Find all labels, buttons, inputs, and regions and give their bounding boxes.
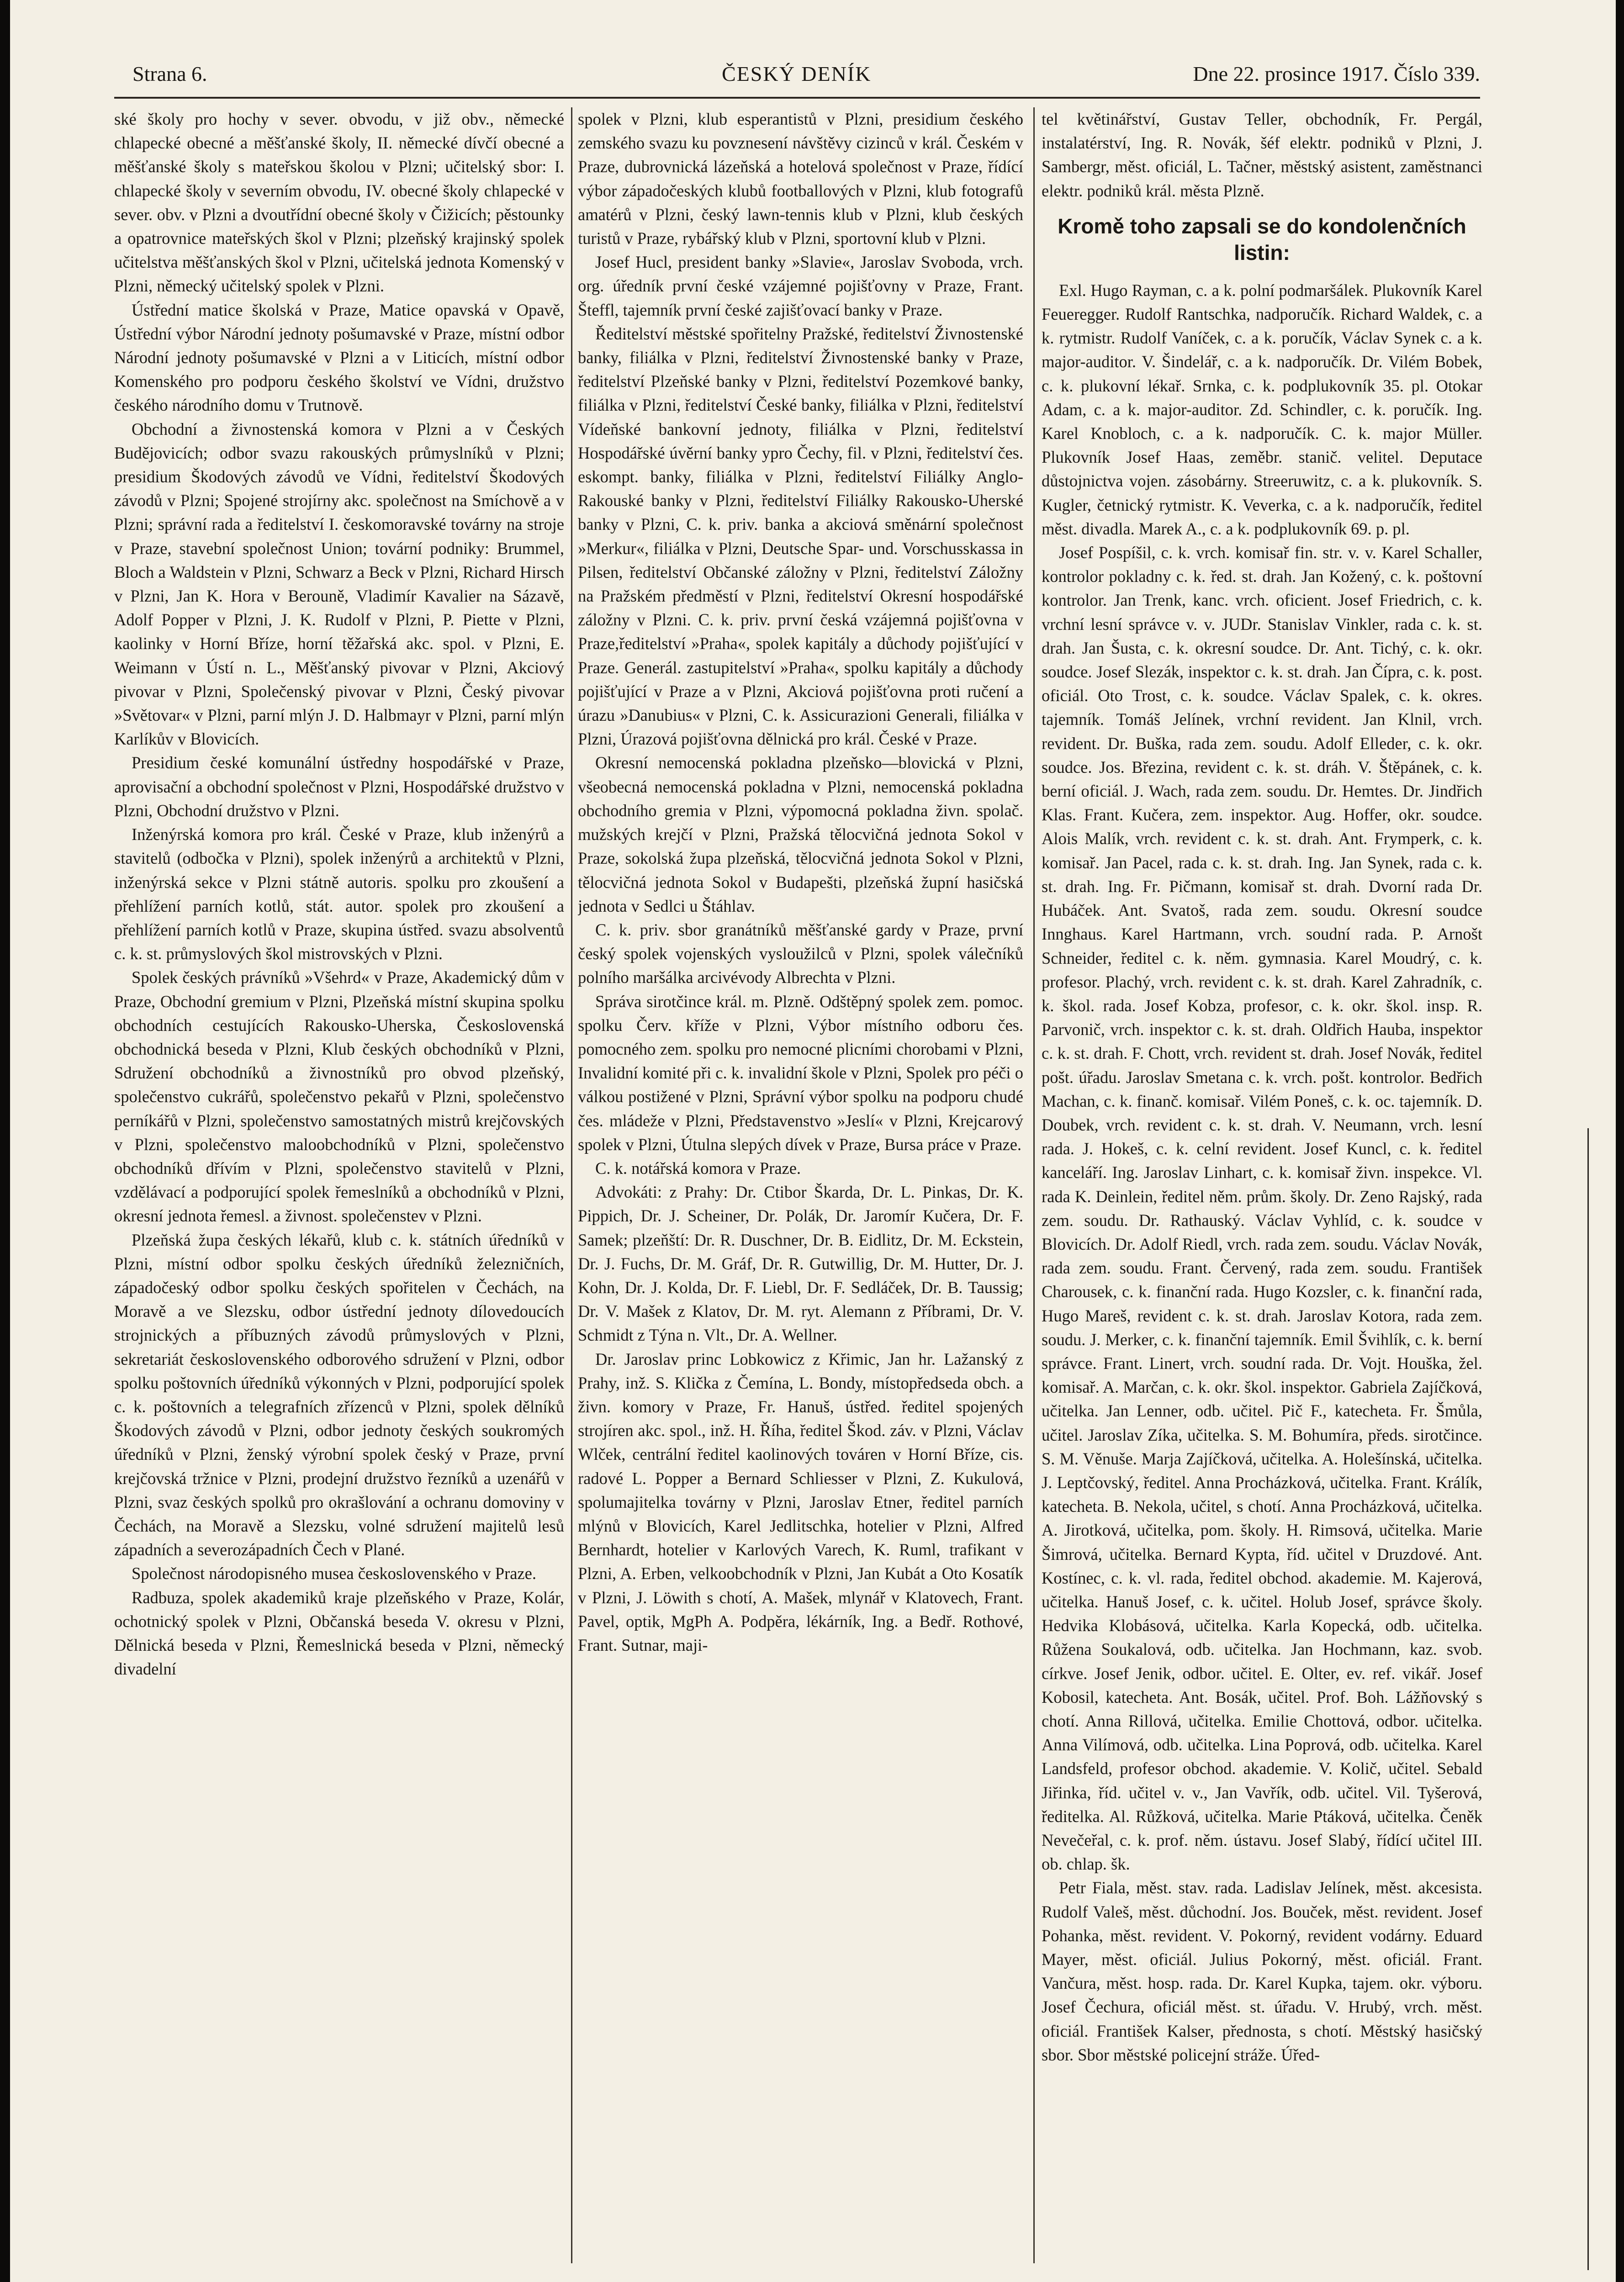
text-column-1 <box>114 107 564 2268</box>
column-divider <box>1033 107 1035 2263</box>
article-paragraph: Petr Fiala, měst. stav. rada. Ladislav Jelínek, měst. akcesista. Rudolf Valeš, měst. důchodní. Jos. Bouček, měst. revident. Josef Pohanka, měst. revident. V. Pokorný, revident vodárny. Eduard Mayer, měst. oficiál. Julius Pokorný, měst. oficiál. Frant. Vančura, měst. hosp. rada. Dr. Karel Kupka, tajem. okr. výboru. Josef Čechura, oficiál měst. st. úřadu. V. Hrubý, vrch. měst. oficiál. František Kalser, přednosta, s chotí. Městský hasičský sbor. Sbor městské policejní stráže. Úřed- <box>1042 1878 1482 2064</box>
article-paragraph: C. k. notářská komora v Praze. <box>595 1158 801 1178</box>
article-paragraph: Spolek českých právníků »Všehrd« v Praze, Akademický dům v Praze, Obchodní gremium v Plzni, Plzeňská místní skupina spolku obchodních cestujících Rakousko-Uherska, Československá obchodnická beseda v Plzni, Klub českých obchodníků v Plzni, Sdružení obchodníků a živnostníků pro obvod plzeňský, společenstvo cukrářů, společenstvo pekařů v Plzni, společenstvo perníkářů v Plzni, společenstvo samostatných mistrů krejčovských v Plzni, společenstvo maloobchodníků v Plzni, společenstvo obchodníků dřívím v Plzni, společenstvo stavitelů v Plzni, vzdělávací a podporující spolek řemeslníků a obchodníků v Plzni, okresní jednota řemesl. a živnost. společenstev v Plzni. <box>114 968 564 1226</box>
article-paragraph: spolek v Plzni, klub esperantistů v Plzni, presidium českého zemského svazu ku povznesení návštěvy cizinců v král. Českém v Praze, dubrovnická lázeňská a hotelová společnost v Praze, řídící výbor západočeských klubů footballových v Plzni, klub fotografů amatérů v Plzni, český lawn-tennis klub v Plzni, klub českých turistů v Praze, rybářský klub v Plzni, sportovní klub v Plzni. <box>578 110 1023 248</box>
issue-date-number: Dne 22. prosince 1917. Číslo 339. <box>1193 62 1480 85</box>
article-paragraph: Josef Hucl, president banky »Slavie«, Jaroslav Svoboda, vrch. org. úředník první české vzájemné pojišťovny v Praze, Frant. Šteffl, tajemník první české zajišťovací banky v Praze. <box>578 253 1023 319</box>
article-paragraph: tel květinářství, Gustav Teller, obchodník, Fr. Pergál, instalatérství, Ing. R. Novák, šéf elektr. podniků v Plzni, J. Sambergr, měst. oficiál, L. Tačner, městský asistent, zaměstnanci elektr. podniků král. města Plzně. <box>1042 110 1482 200</box>
page-number: Strana 6. <box>132 62 207 85</box>
article-paragraph: Dr. Jaroslav princ Lobkowicz z Křimic, Jan hr. Lažanský z Prahy, inž. S. Klička z Čemína, L. Bondy, místopředseda obch. a živn. komory v Praze, Fr. Hanuš, ústřed. ředitel spojených strojíren akc. spol., inž. H. Říha, ředitel Škod. záv. v Plzni, Václav Wlček, centrální ředitel kaolinových továren v Horní Bříze, cis. radové L. Popper a Bernard Schliesser v Plzni, Z. Kukulová, spolumajitelka továrny v Plzni, Jaroslav Etner, ředitel parních mlýnů v Blovicích, Karel Jedlitschka, hotelier v Plzni, Alfred Bernhardt, hotelier v Karlových Varech, K. Ruml, trafikant v Plzni, A. Erben, velkoobchodník v Plzni, Jan Kubát a Oto Kosatík v Plzni, J. Löwith s chotí, A. Mašek, mlynář v Klatovech, Frant. Pavel, optik, MgPh A. Podpěra, lékárník, Ing. a Bedř. Rothové, Frant. Sutnar, maji- <box>578 1349 1023 1654</box>
article-paragraph: Ředitelství městské spořitelny Pražské, ředitelství Živnostenské banky, filiálka v Plzni, ředitelství Živnostenské banky v Praze, ředitelství Plzeňské banky v Plzni, ředitelství Pozemkové banky, filiálka v Plzni, ředitelství České banky, filiálka v Plzni, ředitelství Vídeňské bankovní jednoty, filiálka v Plzni, ředitelství Hospodářské úvěrní banky ypro Čechy, fil. v Plzni, ředitelství čes. eskompt. banky, filiálka v Plzni, ředitelství Filiálky Anglo-Rakouské banky v Plzni, ředitelství Filiálky Rakousko-Uherské banky v Plzni, C. k. priv. banka a akciová směnární společnost »Merkur«, filiálka v Plzni, Deutsche Spar- und. Vorschusskassa in Pilsen, ředitelství Občanské záložny v Plzni, ředitelství Záložny na Pražském předměstí v Plzni, ředitelství Okresní hospodářské záložny v Plzni. C. k. priv. první česká vzájemná pojišťovna v Praze,ředitelství »Praha«, spolek kapitály a důchody pojišťující v Praze. Generál. zastupitelství »Praha«, spolku kapitály a důchody pojišťující v Praze a v Plzni, Akciová pojišťovna proti ručení a úrazu »Danubius« v Plzni, C. k. Assicurazioni Generali, filiálka v Plzni, Úrazová pojišťovna dělnická pro král. České v Praze. <box>578 324 1023 749</box>
article-paragraph: Inženýrská komora pro král. České v Praze, klub inženýrů a stavitelů (odbočka v Plzni), spolek inženýrů a architektů v Plzni, inženýrská sekce v Plzni státně autoris. spolku pro zkoušení a přehlížení parních kotlů, stát. autor. spolek pro zkoušení a přehlížení parních kotlů v Praze, skupina ústřed. svazu absolventů c. k. st. průmyslových škol mistrovských v Plzni. <box>114 825 564 963</box>
scan-right-edge <box>1616 0 1624 2282</box>
section-heading: Kromě toho zapsali se do kondolenčních listin: <box>1058 214 1466 264</box>
article-paragraph: Exl. Hugo Rayman, c. a k. polní podmaršálek. Plukovník Karel Feueregger. Rudolf Rantschka, nadporučík. Richard Waldek, c. a k. rytmistr. Rudolf Vaníček, c. a k. poručík, Václav Synek c. a k. major-auditor. V. Šindelář, c. a k. nadporučík. Dr. Vilém Bobek, c. k. plukovní lékař. Srnka, c. k. podplukovník 35. pl. Otokar Adam, c. a k. major-auditor. Zd. Schindler, c. k. poručík. Ing. Karel Knobloch, c. a k. nadporučík. C. k. major Müller. Plukovník Josef Haas, zeměbr. stanič. velitel. Deputace důstojnictva vojen. zásobárny. Streeruwitz, c. a k. plukovník. S. Kugler, četnický rytmistr. K. Veverka, c. a k. nadporučík, ředitel měst. divadla. Marek A., c. a k. podplukovník 69. p. pl. <box>1042 280 1482 538</box>
article-paragraph: Okresní nemocenská pokladna plzeňsko—blovická v Plzni, všeobecná nemocenská pokladna v Plzni, nemocenská pokladna obchodního gremia v Plzni, výpomocná pokladna živn. spolač. mužských krejčí v Plzni, Pražská tělocvičná jednota Sokol v Praze, sokolská župa plzeňská, tělocvičná jednota Sokol v Plzni, tělocvičná jednota Sokol v Budapešti, plzeňská župní hasičská jednota v Sedlci u Štáhlav. <box>578 753 1023 915</box>
article-paragraph: Ústřední matice školská v Praze, Matice opavská v Opavě, Ústřední výbor Národní jednoty pošumavské v Praze, místní odbor Národní jednoty pošumavské v Plzni a v Liticích, místní odbor Komenského pro podporu českého školství ve Vídni, družstvo českého národního domu v Trutnově. <box>114 300 564 415</box>
column-divider <box>571 107 572 2263</box>
text-column-3 <box>1042 107 1482 2268</box>
article-paragraph: C. k. priv. sbor granátníků měšťanské gardy v Praze, první český spolek vojenských vysloužilců v Plzni, spolek válečníků polního maršálka arcivévody Albrechta v Plzni. <box>578 920 1023 987</box>
article-paragraph: Josef Pospíšil, c. k. vrch. komisař fin. str. v. v. Karel Schaller, kontrolor pokladny c. k. řed. st. drah. Jan Kožený, c. k. poštovní kontrolor. Jan Trenk, kanc. vrch. oficient. Josef Friedrich, c. k. vrchní lesní správce v. v. JUDr. Stanislav Vinkler, rada c. k. st. drah. Jan Šusta, c. k. okresní soudce. Dr. Ant. Tichý, c. k. okr. soudce. Josef Slezák, inspektor c. k. st. drah. Jan Čípra, c. k. post. oficiál. Oto Trost, c. k. soudce. Václav Spalek, c. k. okres. tajemník. Tomáš Jelínek, vrchní revident. Jan Klnil, vrch. revident. Dr. Buška, rada zem. soudu. Adolf Elleder, c. k. okr. soudce. Jos. Březina, revident c. k. st. dráh. V. Štěpánek, c. k. berní oficiál. J. Wach, rada zem. soudu. Dr. Hemtes. Dr. Jindřich Klas. Frant. Kučera, zem. inspektor. Aug. Hoffer, okr. soudce. Alois Malík, vrch. revident c. k. st. drah. Ant. Frymperk, c. k. komisař. Jan Pacel, rada c. k. st. drah. Ing. Jan Synek, rada c. k. st. drah. Ing. Fr. Pičmann, komisař st. drah. Dvorní rada Dr. Hubáček. Ant. Svatoš, rada zem. soudu. Okresní soudce Innghaus. Karel Hartmann, vrch. soudní rada. P. Arnošt Schneider, ředitel c. k. něm. gymnasia. Karel Moudrý, c. k. profesor. Plachý, vrch. revident c. k. st. drah. Karel Zahradník, c. k. škol. rada. Josef Kobza, profesor, c. k. okr. škol. insp. R. Parvonič, vrch. inspektor c. k. st. drah. Oldřich Hauba, inspektor c. k. st. drah. F. Chott, vrch. revident st. drah. Josef Novák, ředitel pošt. úřadu. Jaroslav Smetana c. k. vrch. pošt. kontrolor. Bedřich Machan, c. k. finanč. komisař. Vilém Poneš, c. k. oc. tajemník. D. Doubek, vrch. revident c. k. st. drah. V. Neumann, vrch. lesní rada. J. Hokeš, c. k. celní revident. Josef Kuncl, c. k. ředitel kanceláří. Ing. Jaroslav Linhart, c. k. komisař živn. inspekce. Vl. rada K. Deinlein, ředitel něm. prům. školy. Dr. Zeno Rajský, rada zem. soudu. Dr. Rathauský. Václav Vyhlíd, c. k. soudce v Blovicích. Dr. Adolf Riedl, vrch. rada zem. soudu. Václav Novák, rada zem. soudu. Frant. Červený, rada zem. soudu. František Charousek, c. k. finanční rada. Hugo Kozsler, c. k. finanční rada, Hugo Mareš, revident c. k. st. drah. Jaroslav Kotora, rada zem. soudu. J. Merker, c. k. finanční tajemník. Emil Švihlík, c. k. berní správce. Frant. Linert, vrch. soudní rada. Dr. Vojt. Houška, žel. komisař. A. Marčan, c. k. okr. škol. inspektor. Gabriela Zajíčková, učitelka. Jan Lenner, odb. učitel. Pič F., katecheta. Fr. Šmůla, učitel. Jaroslav Zíka, učitelka. S. M. Bohumíra, předs. sirotčince. S. M. Věnuše. Marja Zajíčková, učitelka. A. Holešínská, učitelka. J. Leptčovský, ředitel. Anna Procházková, učitelka. Frant. Králík, katecheta. B. Nekola, učitel, s chotí. Anna Procházková, učitelka. A. Jirotková, učitelka, pom. školy. H. Rimsová, učitelka. Marie Šimrová, učitelka. Bernard Kypta, říd. učitel v Druzdové. Ant. Kostínec, c. k. vl. rada, ředitel obchod. akademie. M. Kajerová, učitelka. Hanuš Josef, c. k. učitel. Holub Josef, správce školy. Hedvika Klobásová, učitelka. Karla Kopecká, odb. učitelka. Růžena Soukalová, odb. učitelka. Jan Hochmann, kaz. svob. církve. Josef Jenik, odbor. učitel. E. Olter, ev. ref. vikář. Josef Kobosil, katecheta. Ant. Bosák, učitel. Prof. Boh. Lážňovský s chotí. Anna Rillová, učitelka. Emilie Chottová, odbor. učitelka. Anna Vilímová, odb. učitelka. Lina Poprová, odb. učitelka. Karel Landsfeld, profesor obchod. akademie. V. Količ, učitel. Sebald Jiřinka, říd. učitel v. v., Jan Vavřík, odb. učitel. Vil. Tyšerová, ředitelka. Al. Růžková, učitelka. Marie Ptáková, učitelka. Čeněk Nevečeřal, c. k. prof. něm. ústavu. Josef Slabý, řídící učitel III. ob. chlap. šk. <box>1042 543 1482 1874</box>
newspaper-title: ČESKÝ DENÍK <box>722 62 872 85</box>
article-paragraph: Plzeňská župa českých lékařů, klub c. k. státních úředníků v Plzni, místní odbor spolku českých úředníků železničních, západočeský odbor spolku českých spořitelen v Čechách, na Moravě a ve Slezsku, odbor ústřední jednoty dílovedoucích strojnických a příbuzných závodů průmyslových v Plzni, sekretariát československého odborového sdružení v Plzni, odbor spolku poštovních úředníků výkonných v Plzni, podporující spolek c. k. poštovních a telegrafních zřízenců v Plzni, spolek dělníků Škodových závodů v Plzni, odbor jednoty českých soukromých úředníků v Plzni, ženský výrobní spolek český v Praze, první krejčovská tržnice v Plzni, prodejní družstvo řezníků a uzenářů v Plzni, svaz českých spolků pro okrašlování a ochranu domoviny v Čechách, na Moravě a Slezsku, volné sdružení majitelů lesů západních a severozápadních Čech v Plané. <box>114 1230 564 1559</box>
header-rule <box>114 97 1480 99</box>
article-paragraph: Presidium české komunální ústředny hospodářské v Praze, aprovisační a obchodní společnost v Plzni, Hospodářské družstvo v Plzni, Obchodní družstvo v Plzni. <box>114 753 564 820</box>
scan-scratch-line <box>1587 1128 1589 2270</box>
article-paragraph: Správa sirotčince král. m. Plzně. Odštěpný spolek zem. pomoc. spolku Červ. kříže v Plzni, Výbor místního odboru čes. pomocného zem. spolku pro nemocné plicními chorobami v Plzni, Invalidní komité při c. k. invalidní škole v Plzni, Spolek pro péči o válkou postižené v Plzni, Správní výbor spolku na podporu chudé čes. mládeže v Plzni, Představenstvo »Jeslí« v Plzni, Krejcarový spolek v Plzni, Útulna slepých dívek v Praze, Bursa práce v Praze. <box>578 992 1023 1154</box>
article-paragraph: Advokáti: z Prahy: Dr. Ctibor Škarda, Dr. L. Pinkas, Dr. K. Pippich, Dr. J. Scheiner, Dr. Polák, Dr. Jaromír Kučera, Dr. F. Samek; plzeňští: Dr. R. Duschner, Dr. B. Eidlitz, Dr. M. Eckstein, Dr. J. Fuchs, Dr. M. Gráf, Dr. R. Gutwillig, Dr. M. Hutter, Dr. J. Kohn, Dr. J. Kolda, Dr. F. Liebl, Dr. F. Sedláček, Dr. B. Taussig; Dr. V. Mašek z Klatov, Dr. M. ryt. Alemann z Příbrami, Dr. V. Schmidt z Týna n. Vlt., Dr. A. Wellner. <box>578 1183 1023 1345</box>
article-paragraph: Radbuza, spolek akademiků kraje plzeňského v Praze, Kolár, ochotnický spolek v Plzni, Občanská beseda V. okresu v Plzni, Dělnická beseda v Plzni, Řemeslnická beseda v Plzni, německý divadelní <box>114 1588 564 1679</box>
article-paragraph: Společnost národopisného musea československého v Praze. <box>132 1564 536 1583</box>
page-header <box>132 62 1480 98</box>
scan-left-edge <box>0 0 10 2282</box>
text-column-2 <box>578 107 1023 2268</box>
article-paragraph: Obchodní a živnostenská komora v Plzni a v Českých Budějovicích; odbor svazu rakouských průmyslníků v Plzni; presidium Škodových závodů ve Vídni, ředitelství Škodových závodů v Plzni; Spojené strojírny akc. společnost na Smíchově a v Plzni; správní rada a ředitelství I. českomoravské továrny na stroje v Praze, stavební společnost Union; tovární podniky: Brummel, Bloch a Waldstein v Plzni, Schwarz a Beck v Plzni, Richard Hirsch v Plzni, Jan K. Hora v Berouně, Vladimír Kavalier na Sázavě, Adolf Popper v Plzni, J. K. Rudolf v Plzni, P. Piette v Plzni, kaolinky v Horní Bříze, horní těžařská akc. spol. v Plzni, E. Weimann v Ústí n. L., Měšťanský pivovar v Plzni, Akciový pivovar v Plzni, Společenský pivovar v Plzni, Český pivovar »Světovar« v Plzni, parní mlýn J. D. Halbmayr v Plzni, parní mlýn Karlíkův v Blovicích. <box>114 419 564 749</box>
article-paragraph: ské školy pro hochy v sever. obvodu, v již obv., německé chlapecké obecné a měšťanské školy, II. německé dívčí obecné a měšťanské školy s mateřskou školou v Plzni; učitelský sbor: I. chlapecké školy v severním obvodu, IV. obecné školy chlapecké v sever. obv. v Plzni a dvoutřídní obecné školy v Čižicích; pěstounky a opatrovnice mateřských škol v Plzni; plzeňský krajinský spolek učitelstva měšťanských škol v Plzni, učitelská jednota Komenský v Plzni, německý učitelský spolek v Plzni. <box>114 110 564 296</box>
